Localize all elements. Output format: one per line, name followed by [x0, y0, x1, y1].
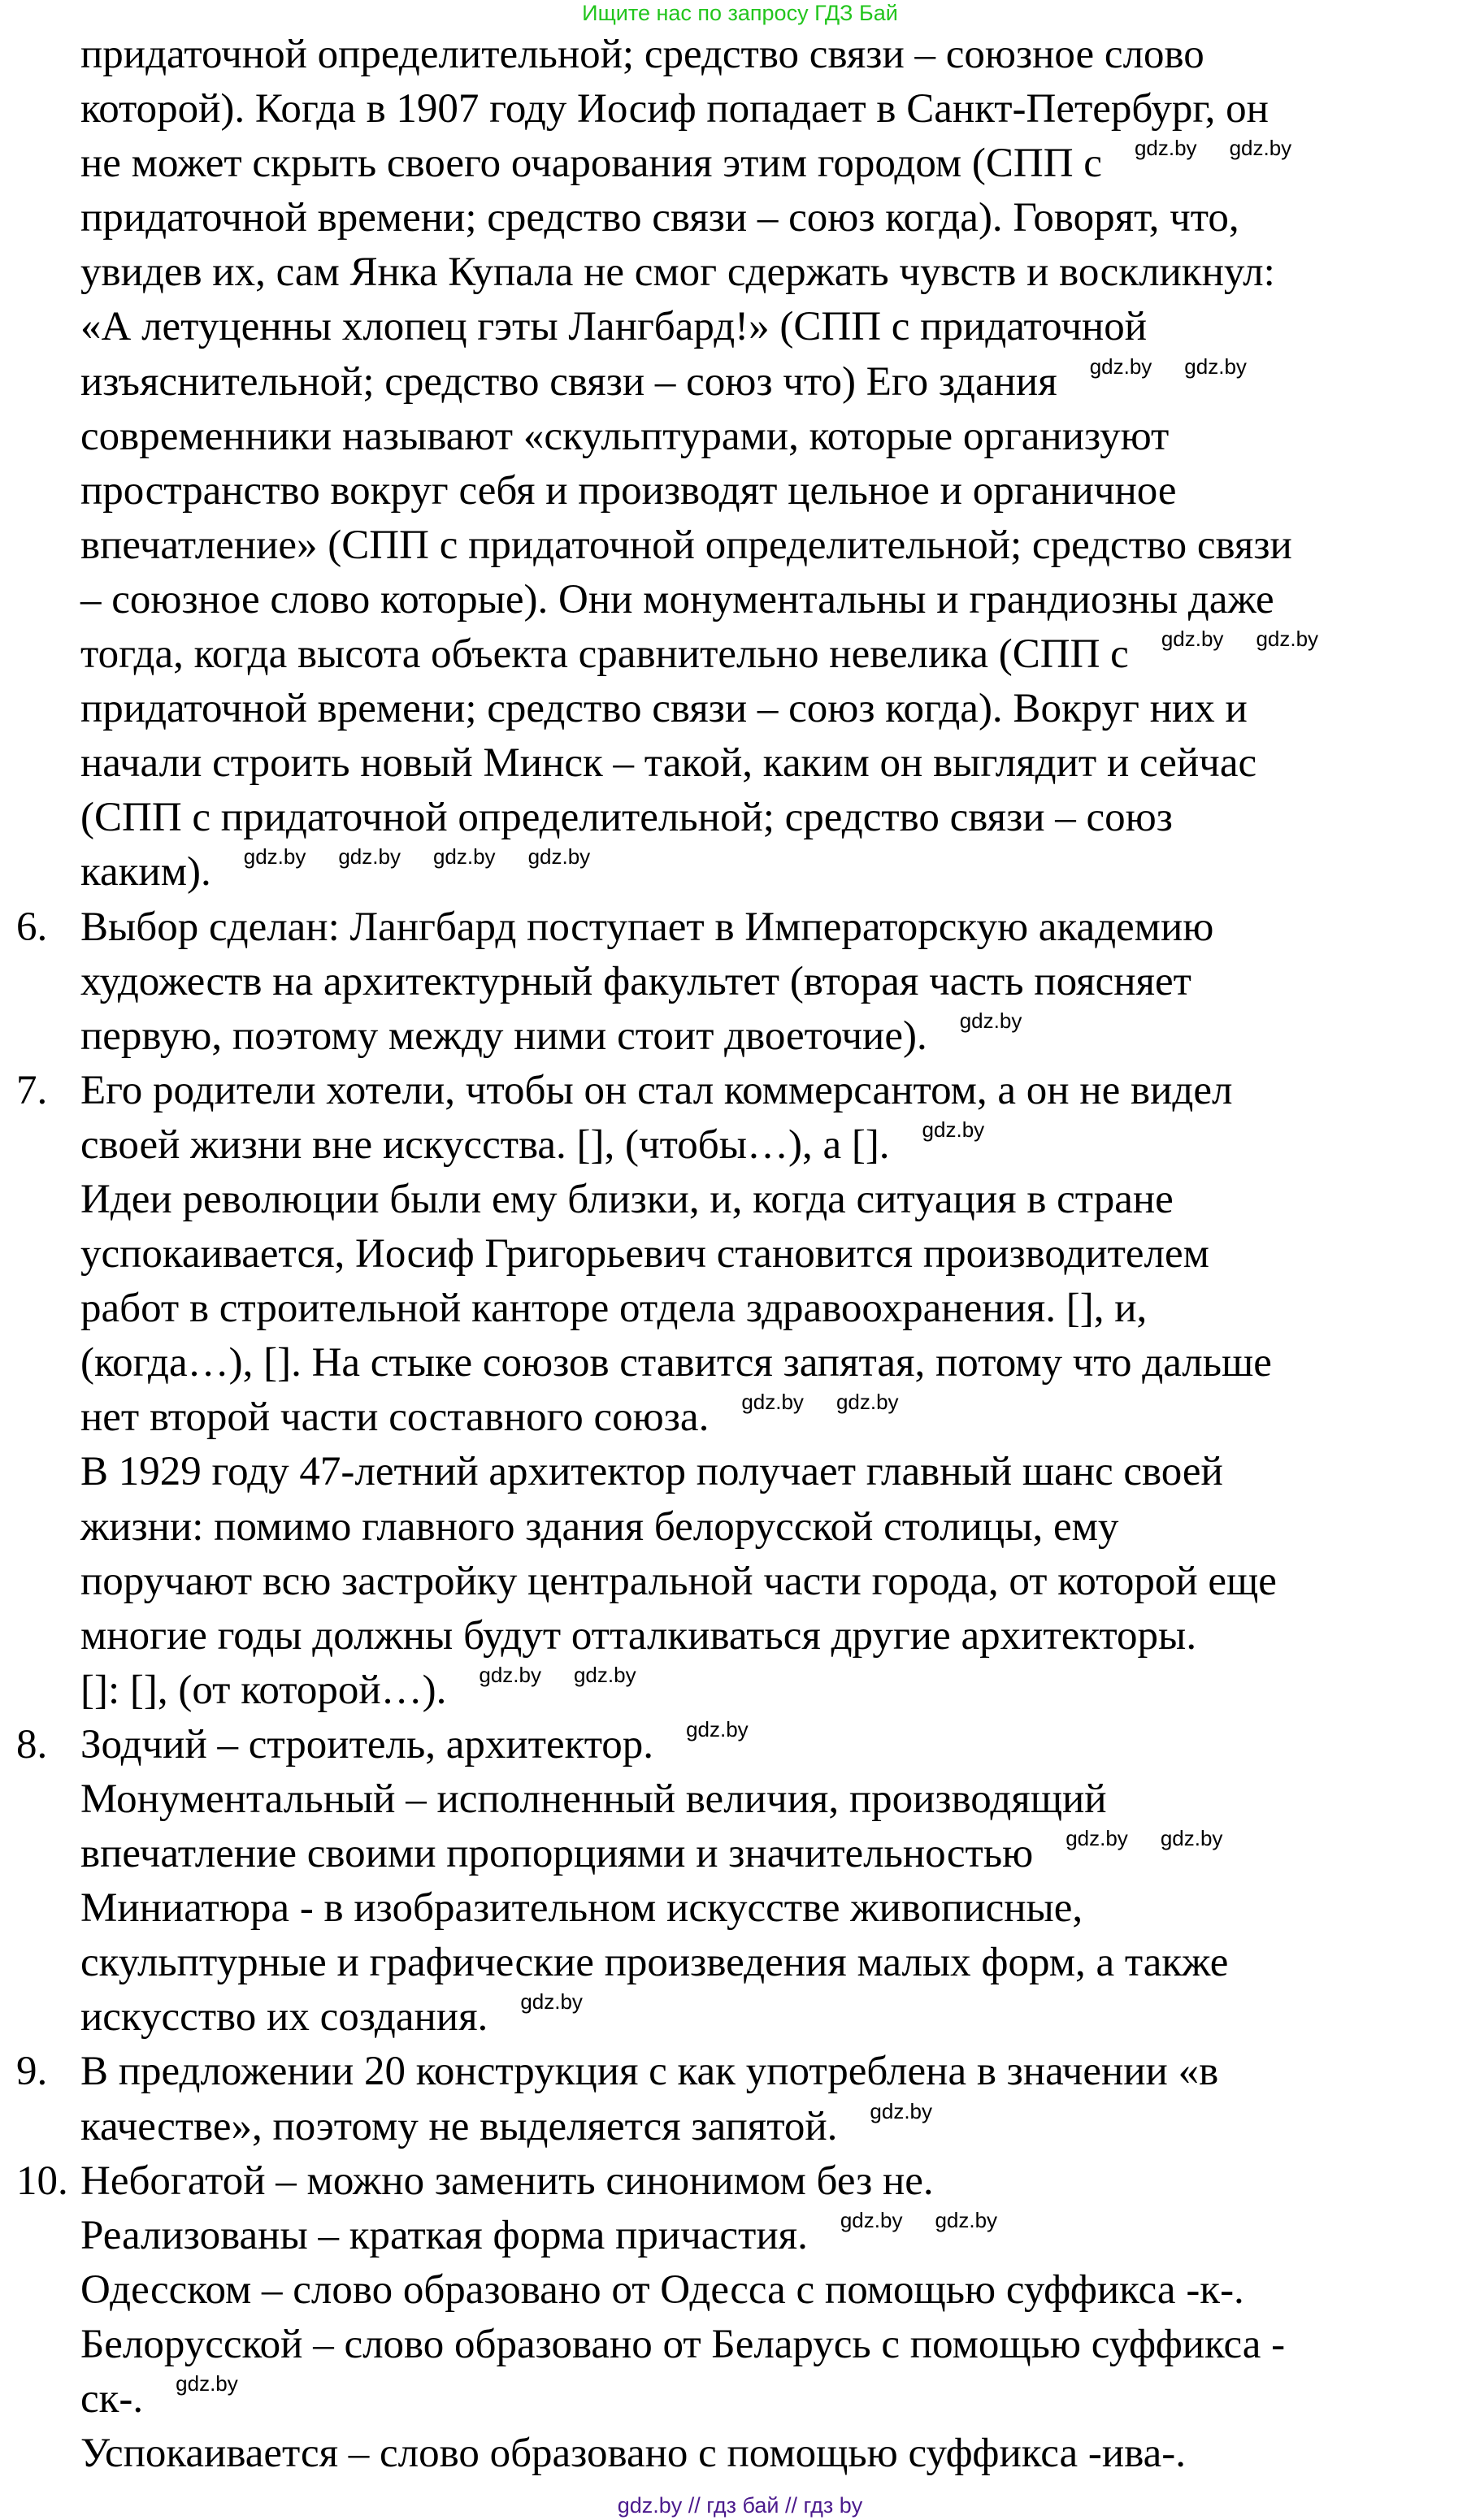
watermark-text: gdz.by	[520, 1989, 583, 2015]
line-text: Монументальный – исполненный величия, производящий	[80, 1776, 1107, 1822]
watermark-text: gdz.by	[573, 1662, 636, 1687]
watermark-text: gdz.by	[1066, 1826, 1128, 1851]
text-line	[0, 2045, 1480, 2099]
text-line	[0, 2209, 1480, 2263]
watermark-text: gdz.by	[870, 2098, 933, 2123]
line-text: жизни: помимо главного здания белорусской столицы, ему	[80, 1503, 1119, 1550]
text-line	[0, 2100, 1480, 2154]
line-text: «А летуценны хлопец гэты Лангбард!» (СПП с придаточной	[80, 304, 1148, 350]
text-line	[0, 845, 1480, 900]
line-text: поручают всю застройку центральной части города, от которой еще	[80, 1558, 1277, 1604]
line-text: увидев их, сам Янка Купала не смог сдержать чувств и воскликнул:	[80, 249, 1275, 296]
line-text: Одесском – слово образовано от Одесса с помощью суффикса -к-.	[80, 2266, 1244, 2313]
watermark-text: gdz.by	[835, 1390, 899, 1415]
text-line	[0, 1009, 1480, 1064]
text-line	[0, 1555, 1480, 1609]
text-line	[0, 28, 1480, 82]
watermark-text: gdz.by	[243, 844, 306, 870]
text-line	[0, 1881, 1480, 1936]
line-text: Белорусской – слово образовано от Беларусь с помощью суффикса -	[80, 2321, 1286, 2367]
text-line	[0, 1718, 1480, 1772]
text-line	[0, 191, 1480, 245]
watermark-text: gdz.by	[527, 844, 591, 870]
line-text: (когда…), []. На стыке союзов ставится запятая, потому что дальше	[80, 1340, 1272, 1386]
list-number: 7.	[16, 1067, 48, 1113]
line-text: Зодчий – строитель, архитектор.	[80, 1721, 654, 1767]
text-line	[0, 955, 1480, 1009]
text-line	[0, 2427, 1480, 2481]
watermark-text: gdz.by	[338, 844, 401, 870]
text-line	[0, 245, 1480, 300]
text-line	[0, 1173, 1480, 1227]
line-text: которой). Когда в 1907 году Иосиф попадает в Санкт-Петербург, он	[80, 86, 1269, 132]
line-text: не может скрыть своего очарования этим городом (СПП с	[80, 141, 1102, 187]
document-body	[0, 28, 1480, 2481]
line-text: успокаивается, Иосиф Григорьевич становится производителем	[80, 1231, 1209, 1277]
footer-banner: gdz.by // гдз бай // гдз by	[617, 2493, 863, 2518]
line-text: Идеи революции были ему близки, и, когда ситуация в стране	[80, 1176, 1174, 1222]
text-line	[0, 1445, 1480, 1499]
watermark-text: gdz.by	[1229, 136, 1292, 161]
line-text: тогда, когда высота объекта сравнительно невелика (СПП с	[80, 631, 1129, 678]
line-text: Выбор сделан: Лангбард поступает в Императорскую академию	[80, 904, 1214, 950]
line-text: современники называют «скульптурами, которые организуют	[80, 413, 1170, 459]
watermark-text: gdz.by	[1134, 136, 1197, 161]
watermark-text: gdz.by	[840, 2207, 903, 2232]
line-text: придаточной времени; средство связи – союз когда). Говорят, что,	[80, 195, 1239, 241]
line-text: Его родители хотели, чтобы он стал коммерсантом, а он не видел	[80, 1067, 1233, 1113]
line-text: – союзное слово которые). Они монументальны и грандиозны даже	[80, 576, 1274, 622]
line-text: Миниатюра - в изобразительном искусстве живописные,	[80, 1885, 1083, 1932]
line-text: []: [], (от которой…).	[80, 1667, 447, 1713]
list-number: 10.	[16, 2158, 68, 2204]
text-line	[0, 1936, 1480, 1990]
line-text: пространство вокруг себя и производят цельное и органичное	[80, 467, 1177, 514]
text-line	[0, 682, 1480, 736]
list-number: 9.	[16, 2049, 48, 2095]
text-line	[0, 1663, 1480, 1718]
text-line	[0, 2372, 1480, 2427]
text-line	[0, 791, 1480, 845]
text-line	[0, 1336, 1480, 1390]
line-text: Небогатой – можно заменить синонимом без не.	[80, 2158, 934, 2204]
text-line	[0, 1772, 1480, 1827]
line-text: Реализованы – краткая форма причастия.	[80, 2212, 808, 2258]
line-text: впечатление» (СПП с придаточной определительной; средство связи	[80, 522, 1292, 568]
text-line	[0, 355, 1480, 410]
watermark-text: gdz.by	[479, 1662, 541, 1687]
text-line	[0, 1827, 1480, 1881]
text-line	[0, 410, 1480, 464]
watermark-text: gdz.by	[922, 1117, 985, 1142]
watermark-text: gdz.by	[1256, 627, 1319, 652]
text-line	[0, 300, 1480, 354]
line-text: художеств на архитектурный факультет (вторая часть поясняет	[80, 958, 1191, 1004]
list-number: 8.	[16, 1721, 48, 1767]
text-line	[0, 573, 1480, 627]
line-text: своей жизни вне искусства. [], (чтобы…), а [].	[80, 1121, 890, 1168]
text-line	[0, 1500, 1480, 1555]
text-line	[0, 1227, 1480, 1282]
text-line	[0, 1118, 1480, 1173]
line-text: ск-.	[80, 2376, 144, 2422]
line-text: придаточной определительной; средство связи – союзное слово	[80, 32, 1204, 77]
line-text: В 1929 году 47-летний архитектор получает главный шанс своей	[80, 1449, 1223, 1495]
text-line	[0, 1990, 1480, 2045]
line-text: В предложении 20 конструкция с как употреблена в значении «в	[80, 2049, 1219, 2095]
line-text: качестве», поэтому не выделяется запятой.	[80, 2103, 838, 2149]
line-text: каким).	[80, 849, 211, 896]
line-text: Успокаивается – слово образовано с помощью суффикса -ива-.	[80, 2431, 1186, 2477]
watermark-text: gdz.by	[176, 2371, 238, 2396]
text-line	[0, 2318, 1480, 2372]
header-banner: Ищите нас по запросу ГДЗ Бай	[582, 1, 898, 25]
text-line	[0, 518, 1480, 573]
text-line	[0, 2263, 1480, 2318]
line-text: изъяснительной; средство связи – союз что) Его здания	[80, 358, 1057, 405]
text-line	[0, 137, 1480, 191]
watermark-text: gdz.by	[935, 2207, 998, 2232]
line-text: впечатление своими пропорциями и значительностью	[80, 1831, 1034, 1877]
line-text: искусство их создания.	[80, 1994, 488, 2041]
text-line	[0, 1064, 1480, 1118]
list-number: 6.	[16, 904, 48, 950]
watermark-text: gdz.by	[959, 1008, 1022, 1033]
text-line	[0, 1390, 1480, 1445]
text-line	[0, 2154, 1480, 2209]
line-text: скульптурные и графические произведения малых форм, а также	[80, 1940, 1229, 1986]
text-line	[0, 627, 1480, 682]
text-line	[0, 464, 1480, 518]
watermark-text: gdz.by	[1160, 1826, 1223, 1851]
watermark-text: gdz.by	[741, 1390, 804, 1415]
line-text: первую, поэтому между ними стоит двоеточие).	[80, 1013, 927, 1059]
line-text: придаточной времени; средство связи – союз когда). Вокруг них и	[80, 686, 1248, 732]
line-text: работ в строительной канторе отдела здравоохранения. [], и,	[80, 1286, 1148, 1332]
watermark-text: gdz.by	[1184, 353, 1247, 379]
line-text: (СПП с придаточной определительной; средство связи – союз	[80, 795, 1173, 841]
watermark-text: gdz.by	[1161, 627, 1224, 652]
text-line	[0, 900, 1480, 955]
line-text: многие годы должны будут отталкиваться другие архитекторы.	[80, 1612, 1197, 1659]
text-line	[0, 82, 1480, 137]
text-line	[0, 736, 1480, 791]
text-line	[0, 1609, 1480, 1663]
text-line	[0, 1282, 1480, 1336]
line-text: нет второй части составного союза.	[80, 1394, 710, 1441]
watermark-text: gdz.by	[1089, 353, 1152, 379]
watermark-text: gdz.by	[686, 1716, 749, 1741]
line-text: начали строить новый Минск – такой, каким он выглядит и сейчас	[80, 740, 1257, 787]
watermark-text: gdz.by	[432, 844, 496, 870]
